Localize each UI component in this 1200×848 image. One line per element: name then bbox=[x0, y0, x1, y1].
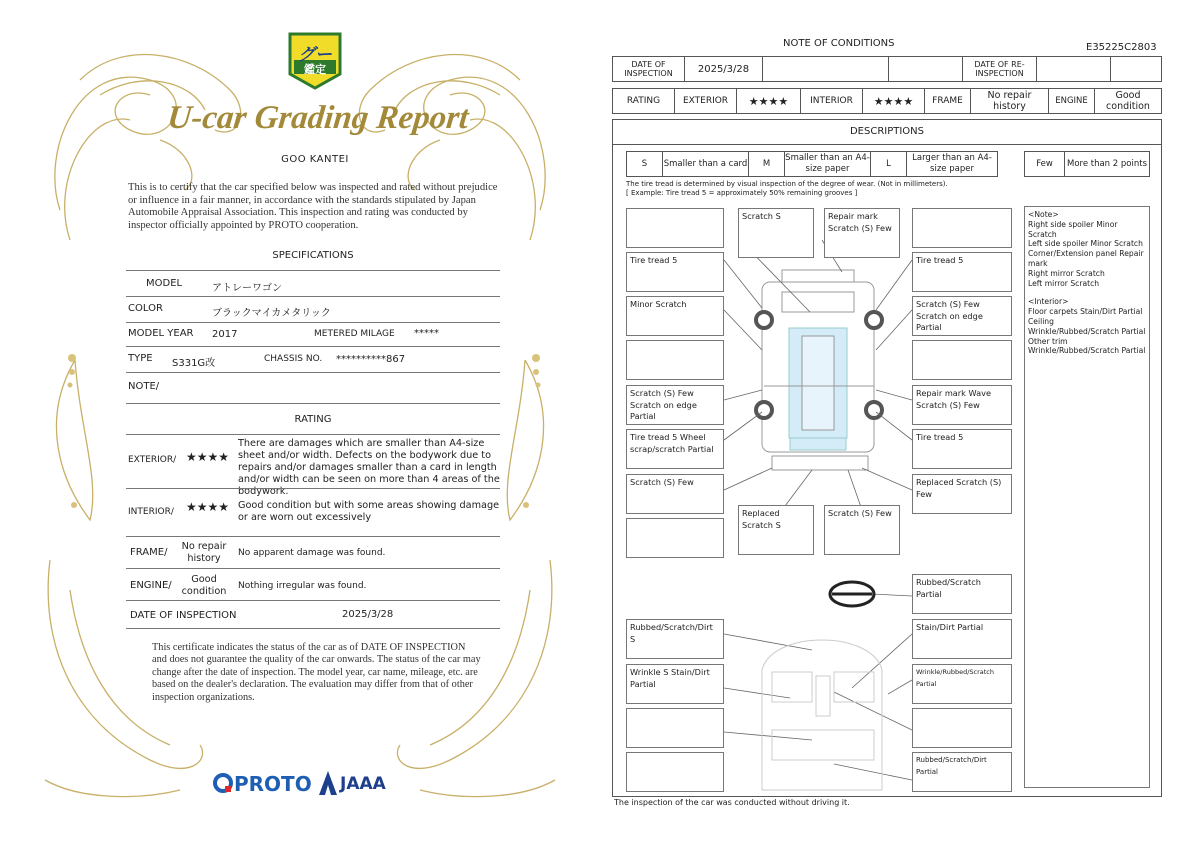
note-heading: <Note> bbox=[1028, 210, 1059, 219]
exterior-label: EXTERIOR bbox=[675, 89, 737, 113]
exterior-description: There are damages which are smaller than A4-size sheet and/or width. Defects on the bodywork due to repairs and/or damages smaller than a card in length and/or width can be seen on more than 4 areas of the bodywork. bbox=[238, 438, 500, 497]
size-legend bbox=[626, 151, 998, 177]
callout-interior-left-1: Rubbed/Scratch/Dirt S bbox=[626, 619, 724, 659]
legend-few-desc: More than 2 points bbox=[1066, 158, 1147, 169]
legend-l-desc: Larger than an A4-size paper bbox=[912, 153, 992, 174]
document-id: E35225C2803 bbox=[1086, 42, 1157, 53]
mileage-label: METERED MILAGE bbox=[314, 329, 395, 339]
model-year-label: MODEL YEAR bbox=[128, 328, 194, 339]
jaaa-logo-icon bbox=[318, 770, 338, 796]
chassis-label: CHASSIS NO. bbox=[264, 354, 323, 364]
rating-heading: RATING bbox=[294, 414, 332, 425]
interior-stars: ★★★★ bbox=[186, 500, 230, 514]
proto-logo-icon bbox=[212, 772, 234, 794]
badge-top-text: グー bbox=[298, 45, 332, 64]
divider bbox=[126, 403, 500, 404]
callout-right-repair-wave: Repair mark Wave Scratch (S) Few bbox=[912, 385, 1012, 425]
engine-value: Good condition bbox=[1106, 90, 1150, 112]
callout-left-front-tire: Tire tread 5 bbox=[626, 252, 724, 292]
divider bbox=[126, 296, 500, 297]
legend-few: Few bbox=[1025, 152, 1065, 176]
interior-diagram bbox=[762, 640, 882, 790]
color-value: ブラックマイカメタリック bbox=[212, 308, 331, 319]
callout-box bbox=[626, 208, 724, 248]
frame-label: FRAME/ bbox=[130, 547, 168, 558]
callout-box bbox=[912, 708, 1012, 748]
steering-wheel-icon bbox=[830, 582, 874, 606]
frame-label: FRAME bbox=[925, 89, 971, 113]
divider bbox=[126, 488, 500, 489]
interior-label: INTERIOR bbox=[801, 89, 863, 113]
note-label: NOTE/ bbox=[128, 381, 160, 392]
few-legend bbox=[1024, 151, 1150, 177]
note-interior-line: Ceiling Wrinkle/Rubbed/Scratch Partial bbox=[1028, 316, 1146, 336]
tire-tread-example: [ Example: Tire tread 5 = approximately 50% remaining grooves ] bbox=[626, 189, 858, 197]
model-label: MODEL bbox=[146, 278, 183, 289]
callout-right-front-tire: Tire tread 5 bbox=[912, 252, 1012, 292]
jaaa-logo-text: JAAA bbox=[340, 774, 386, 794]
divider bbox=[126, 372, 500, 373]
type-label: TYPE bbox=[128, 353, 153, 364]
engine-description: Nothing irregular was found. bbox=[238, 581, 367, 591]
note-of-conditions-sheet bbox=[600, 0, 1200, 848]
callout-left-scratch-few: Scratch (S) Few bbox=[626, 474, 724, 514]
interior-description: Good condition but with some areas showing damage or are worn out excessively bbox=[238, 500, 500, 523]
legend-s: S bbox=[627, 152, 663, 176]
note-interior-line: Other trim Wrinkle/Rubbed/Scratch Partial bbox=[1028, 336, 1146, 356]
exterior-diagram bbox=[762, 270, 874, 470]
callout-left-scratch-edge: Scratch (S) Few Scratch on edge Partial bbox=[626, 385, 724, 425]
legend-s-desc: Smaller than a card bbox=[663, 152, 749, 176]
empty-cell bbox=[889, 57, 963, 81]
note-line: Right side spoiler Minor Scratch bbox=[1028, 219, 1118, 239]
callout-right-replaced: Replaced Scratch (S) Few bbox=[912, 474, 1012, 514]
callout-interior-right-1: Stain/Dirt Partial bbox=[912, 619, 1012, 659]
callout-left-minor-scratch: Minor Scratch bbox=[626, 296, 724, 336]
callout-rear-replaced: Replaced Scratch S bbox=[738, 505, 814, 555]
empty-cell bbox=[1037, 57, 1111, 81]
legend-l: L bbox=[871, 152, 907, 176]
legend-m-desc: Smaller than an A4-size paper bbox=[785, 153, 870, 174]
note-line: Corner/Extension panel Repair mark bbox=[1028, 249, 1144, 268]
date-of-inspection-value: 2025/3/28 bbox=[685, 57, 763, 81]
exterior-stars: ★★★★ bbox=[186, 450, 230, 464]
date-of-inspection-label: DATE OF INSPECTION bbox=[613, 57, 685, 81]
color-label: COLOR bbox=[128, 303, 163, 314]
bottom-note: The inspection of the car was conducted without driving it. bbox=[614, 798, 850, 807]
empty-cell bbox=[1111, 57, 1161, 81]
callout-right-scratch-edge: Scratch (S) Few Scratch on edge Partial bbox=[912, 296, 1012, 336]
note-box bbox=[1024, 206, 1150, 788]
frame-value: No repair history bbox=[181, 541, 227, 564]
badge-bottom-text: 鑑定 bbox=[304, 63, 326, 76]
callout-box bbox=[626, 518, 724, 558]
callout-front-scratch: Scratch S bbox=[738, 208, 814, 258]
re-inspection-label: DATE OF RE-INSPECTION bbox=[963, 57, 1037, 81]
note-line: Left side spoiler Minor Scratch bbox=[1028, 239, 1143, 249]
note-interior-heading: <Interior> bbox=[1028, 297, 1069, 307]
proto-logo-text: PROTO bbox=[234, 772, 312, 796]
empty-cell bbox=[763, 57, 889, 81]
callout-interior-right-4: Rubbed/Scratch/Dirt Partial bbox=[912, 752, 1012, 792]
chassis-value: **********867 bbox=[336, 354, 406, 365]
report-title: U-car Grading Report bbox=[165, 100, 471, 136]
divider bbox=[126, 600, 500, 601]
descriptions-heading: DESCRIPTIONS bbox=[612, 119, 1162, 145]
rating-row bbox=[612, 88, 1162, 114]
legend-m: M bbox=[749, 152, 785, 176]
divider bbox=[126, 270, 500, 271]
interior-label: INTERIOR/ bbox=[128, 507, 174, 517]
divider bbox=[126, 322, 500, 323]
callout-left-rear-tire: Tire tread 5 Wheel scrap/scratch Partial bbox=[626, 429, 724, 469]
callout-box bbox=[626, 340, 724, 380]
interior-stars: ★★★★ bbox=[863, 89, 925, 113]
engine-label: ENGINE/ bbox=[130, 580, 172, 591]
frame-description: No apparent damage was found. bbox=[238, 548, 386, 558]
callout-interior-left-2: Wrinkle S Stain/Dirt Partial bbox=[626, 664, 724, 704]
inspection-date-label: DATE OF INSPECTION bbox=[130, 610, 237, 621]
logo-row bbox=[212, 768, 412, 798]
model-year-value: 2017 bbox=[212, 329, 238, 340]
certificate-text: This is to certify that the car specified below was inspected and rated without prejudice or influence in a fair manner, in accordance with the standards stipulated by Japan Automobile Appraisal Association. This inspection and rating was conducted by inspector officially appointed by PROTO cooperation. bbox=[128, 182, 498, 232]
exterior-stars: ★★★★ bbox=[737, 89, 801, 113]
specifications-heading: SPECIFICATIONS bbox=[272, 250, 354, 261]
exterior-label: EXTERIOR/ bbox=[128, 455, 177, 465]
divider bbox=[126, 628, 500, 629]
callout-right-rear-tire: Tire tread 5 bbox=[912, 429, 1012, 469]
note-line: Left mirror Scratch bbox=[1028, 278, 1100, 288]
callout-rear-scratch: Scratch (S) Few bbox=[824, 505, 900, 555]
sheet-title: NOTE OF CONDITIONS bbox=[783, 38, 895, 49]
certificate-footer-text: This certificate indicates the status of the car as of DATE OF INSPECTION and does not guarantee the quality of the car onwards. The status of the car may change after the date of inspection. The model year, car name, mileage, etc. are based on the dealer's declaration. The evaluation may differ from that of other inspection organizations. bbox=[152, 642, 481, 703]
rating-label: RATING bbox=[613, 89, 675, 113]
divider bbox=[126, 434, 500, 435]
model-value: アトレーワゴン bbox=[212, 283, 282, 294]
inspection-date-row bbox=[612, 56, 1162, 82]
report-subtitle: GOO KANTEI bbox=[281, 154, 349, 165]
engine-value: Good condition bbox=[181, 574, 227, 597]
type-value: S331G改 bbox=[172, 358, 216, 369]
frame-value: No repair history bbox=[971, 89, 1049, 113]
callout-box bbox=[626, 708, 724, 748]
engine-label: ENGINE bbox=[1049, 89, 1095, 113]
divider bbox=[126, 536, 500, 537]
note-interior-line: Floor carpets Stain/Dirt Partial bbox=[1028, 307, 1143, 317]
callout-box bbox=[912, 208, 1012, 248]
divider bbox=[126, 346, 500, 347]
tire-tread-note: The tire tread is determined by visual inspection of the degree of wear. (Not in millimeters). bbox=[626, 180, 948, 188]
mileage-value: ***** bbox=[414, 328, 439, 339]
callout-box bbox=[912, 340, 1012, 380]
callout-steering-wheel: Rubbed/Scratch Partial bbox=[912, 574, 1012, 614]
callout-box bbox=[626, 752, 724, 792]
inspection-date-value: 2025/3/28 bbox=[342, 609, 394, 620]
note-line: Right mirror Scratch bbox=[1028, 268, 1105, 278]
callout-front-repair: Repair mark Scratch (S) Few bbox=[824, 208, 900, 258]
divider bbox=[126, 568, 500, 569]
callout-interior-right-2: Wrinkle/Rubbed/Scratch Partial bbox=[912, 664, 1012, 704]
